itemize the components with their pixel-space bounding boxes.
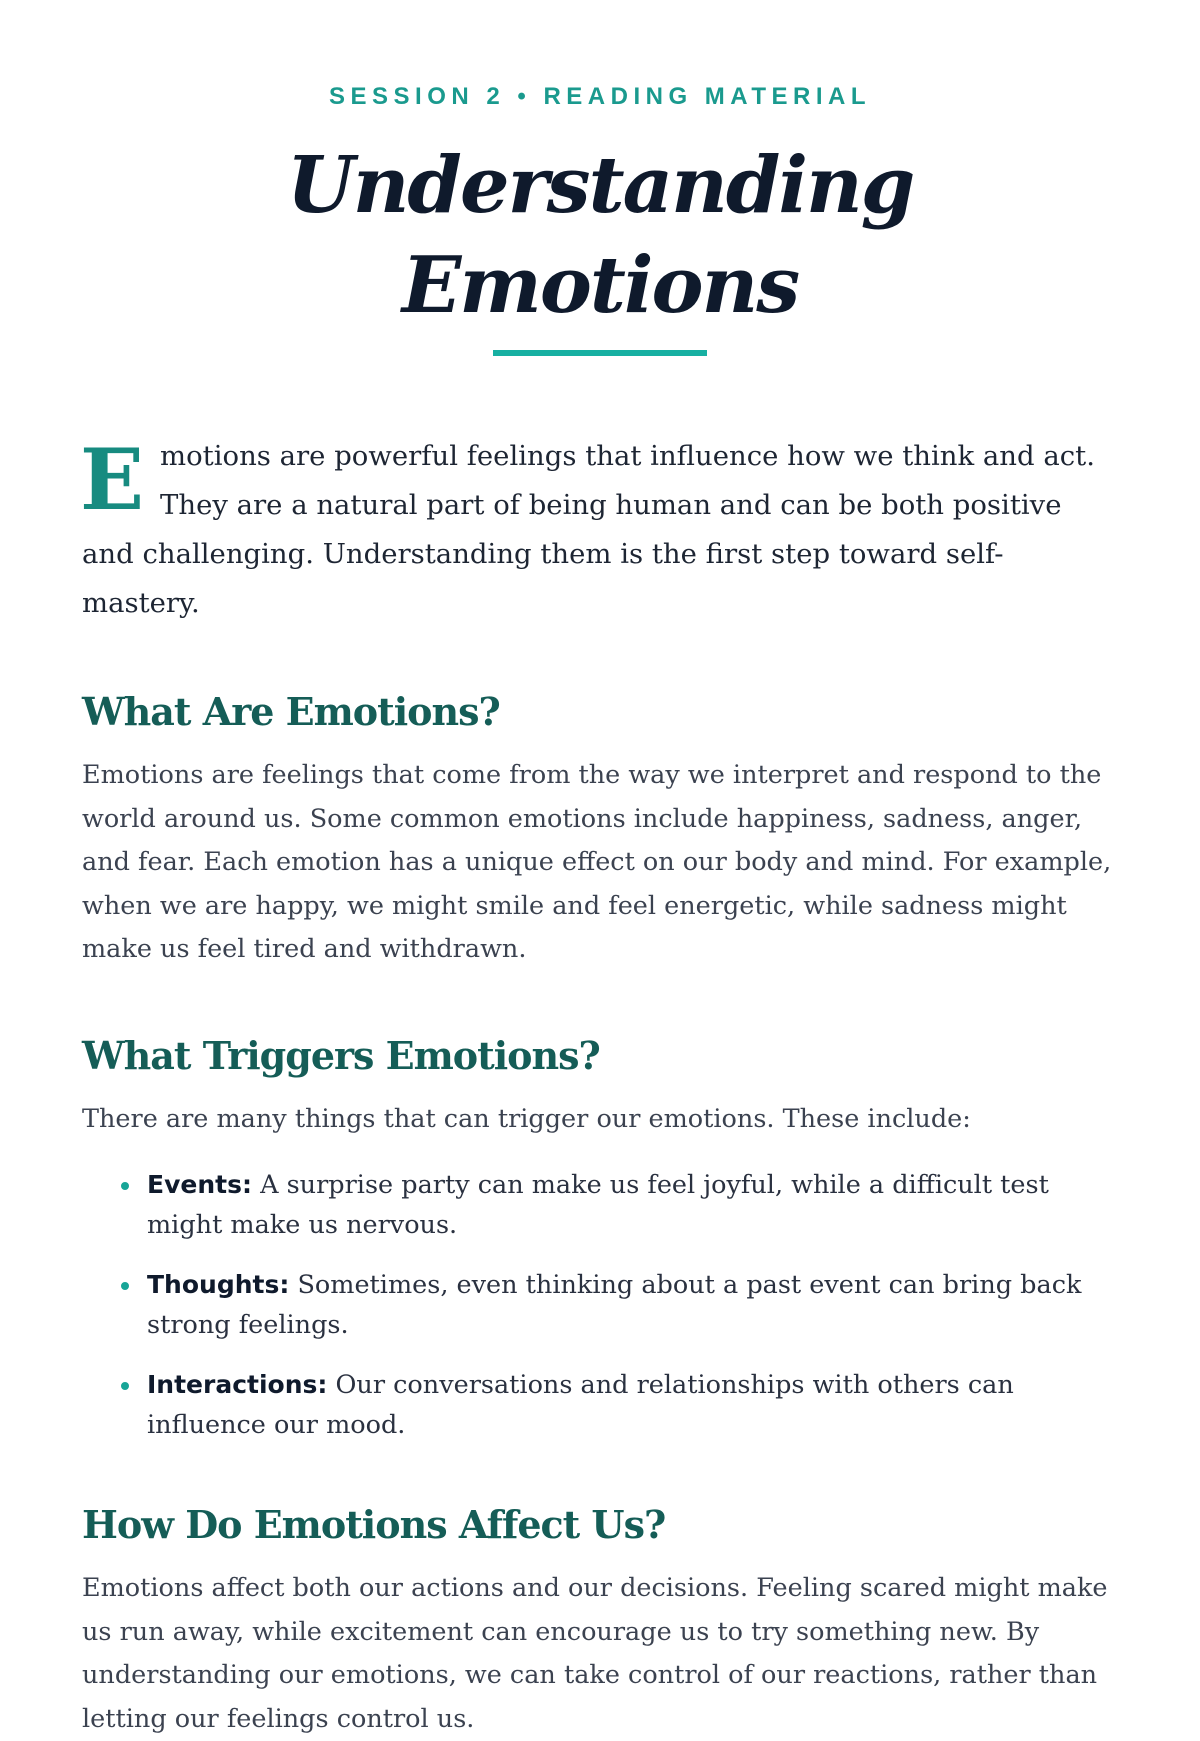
- intro-paragraph: [82, 432, 1118, 628]
- section-heading-how-emotions-affect-us: How Do Emotions Affect Us?: [82, 1502, 666, 1547]
- session-label: SESSION 2 • READING MATERIAL: [329, 83, 871, 110]
- section-paragraph-how-emotions-affect-us: Emotions affect both our actions and our decisions. Feeling scared might make us run away, while excitement can encourage us to try something new. By understanding our emotions, we can take control of our reactions, rather than letting our feelings control us.: [82, 1573, 1108, 1734]
- list-item-term: Interactions:: [147, 1370, 328, 1399]
- section-paragraph-what-are-emotions: Emotions are feelings that come from the way we interpret and respond to the world around us. Some common emotions include happiness, sadness, anger, and fear. Each emotion has a unique effect on our body and mind. For example, when we are happy, we might smile and feel energetic, while sadness might make us feel tired and withdrawn.: [82, 760, 1112, 964]
- drop-cap: E: [80, 430, 145, 529]
- list-item-text: A surprise party can make us feel joyful, while a difficult test might make us nervous.: [147, 1170, 1049, 1240]
- bullet-icon: [121, 1382, 129, 1390]
- page-title: Understanding Emotions: [286, 140, 914, 331]
- bullet-icon: [121, 1182, 129, 1190]
- triggers-list: [82, 1165, 1118, 1445]
- list-item: [147, 1365, 1118, 1445]
- title-underline: [493, 350, 707, 356]
- section-heading-what-triggers-emotions: What Triggers Emotions?: [82, 1032, 600, 1078]
- intro-text: motions are powerful feelings that influence how we think and act. They are a natural part of being human and can be both positive and challenging. Understanding them is the first step toward self-mastery.: [82, 440, 1095, 619]
- list-item-text: Our conversations and relationships with others can influence our mood.: [147, 1370, 1014, 1440]
- list-item: [147, 1165, 1118, 1245]
- list-item-text: Sometimes, even thinking about a past event can bring back strong feelings.: [147, 1270, 1082, 1340]
- list-item: [147, 1265, 1118, 1345]
- list-item-term: Thoughts:: [147, 1270, 290, 1299]
- section-heading-what-are-emotions: What Are Emotions?: [82, 689, 500, 734]
- bullet-icon: [121, 1282, 129, 1290]
- section-paragraph-what-triggers-emotions: There are many things that can trigger our emotions. These include:: [82, 1103, 971, 1134]
- reading-page: [0, 82, 1200, 1734]
- list-item-term: Events:: [147, 1170, 252, 1199]
